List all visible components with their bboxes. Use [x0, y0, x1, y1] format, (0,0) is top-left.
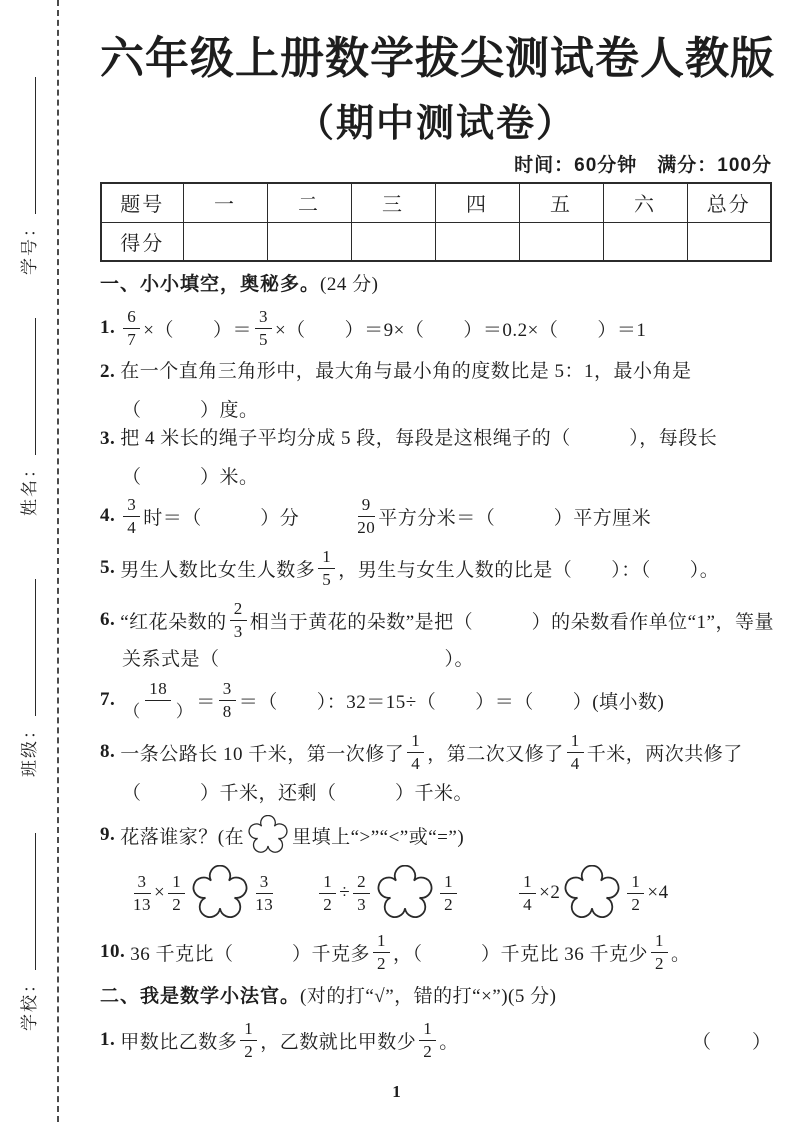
fraction-denominator: 7	[127, 329, 137, 349]
expression-group	[316, 864, 460, 922]
section-1-points: (24 分)	[320, 274, 379, 295]
text-run: 甲数比乙数多	[120, 1031, 238, 1053]
fraction-numerator: 3	[255, 307, 272, 329]
score-table-cell: 一	[183, 183, 267, 222]
flower-shape	[192, 865, 248, 921]
text-run: 。	[439, 1031, 459, 1053]
text-run: 平方分米＝（ ）平方厘米	[378, 507, 652, 529]
name-label: 姓名：	[20, 459, 39, 516]
text-run: 在一个直角三角形中，最大角与最小角的度数比是 5：1，最小角是	[120, 361, 692, 382]
text-run: 里填上“>”“<”或“=”)	[292, 826, 465, 848]
fraction-numerator: 1	[407, 731, 424, 753]
fraction-numerator: 3	[219, 679, 236, 701]
question-9	[100, 812, 772, 922]
flower-shape	[248, 815, 288, 855]
text-run: （ ）度。	[122, 400, 259, 421]
text-run: ＝（ ）：32＝15÷（ ）＝（ ）(填小数)	[238, 691, 665, 713]
fraction-denominator: 5	[258, 329, 268, 349]
section-2-title: 二、我是数学小法官。	[100, 986, 301, 1007]
text-run: ，男生与女生人数的比是（ ）：（ ）。	[338, 559, 720, 581]
score-cell-empty	[687, 222, 771, 261]
fraction-denominator: 3	[357, 894, 367, 914]
question-number: 5.	[100, 557, 116, 578]
fraction-numerator: 1	[419, 1019, 436, 1041]
page-number: 1	[392, 1082, 401, 1101]
answer-blank: （ ）	[691, 1031, 772, 1053]
fraction	[123, 495, 140, 537]
name-blank-line	[35, 318, 36, 455]
fraction-numerator: 9	[358, 495, 375, 517]
text-run: ×（ ）＝	[143, 319, 252, 341]
text-run: ，（ ）千克比 36 千克少	[393, 943, 649, 965]
fraction-numerator: 2	[230, 599, 247, 621]
expression-group	[516, 864, 668, 922]
fraction-denominator: 13	[255, 894, 274, 914]
fraction-denominator: 2	[172, 894, 182, 914]
fraction-numerator: 1	[567, 731, 584, 753]
score-cell-empty	[519, 222, 603, 261]
section-2-points: (对的打“√”，错的打“×”)(5 分)	[300, 986, 557, 1007]
fraction	[357, 495, 375, 537]
question-number: 1.	[100, 1029, 116, 1050]
question-number: 8.	[100, 741, 116, 762]
score-table-header-row	[101, 183, 771, 222]
text-run: ÷	[339, 882, 351, 903]
fraction-numerator: 6	[123, 307, 140, 329]
expression-group	[130, 864, 276, 922]
fraction-denominator: 2	[655, 953, 665, 973]
text-run: ×（ ）＝9×（ ）＝0.2×（ ）＝1	[274, 319, 647, 341]
fraction	[519, 872, 536, 914]
fraction-denominator: 13	[133, 894, 151, 914]
score-cell-empty	[267, 222, 351, 261]
text-run: ＝	[196, 691, 216, 713]
score-table-cell: 四	[435, 183, 519, 222]
fraction-denominator: 4	[523, 894, 533, 914]
fraction-denominator: 2	[631, 894, 641, 914]
fraction	[255, 307, 272, 349]
paper-content	[100, 0, 775, 1062]
text-run: “红花朵数的	[120, 611, 227, 633]
fraction	[219, 679, 236, 721]
fraction	[440, 872, 457, 914]
fraction-numerator: 2	[353, 872, 370, 894]
fraction-denominator: 2	[377, 953, 387, 973]
text-run: 时＝（ ）分	[143, 507, 300, 529]
score-table-cell: 题号	[101, 183, 183, 222]
question-number: 7.	[100, 689, 116, 710]
text-run: （ ）千米，还剩（ ）千米。	[122, 783, 474, 804]
question-10	[100, 930, 772, 974]
seal-dashed-line	[57, 0, 59, 1122]
fraction-numerator: 1	[519, 872, 536, 894]
fraction-numerator: 3	[123, 495, 140, 517]
score-table-score-row	[101, 222, 771, 261]
text-run: 相当于黄花的朵数”是把（ ）的朵数看作单位“1”，等量	[249, 611, 774, 633]
text-run: ×	[154, 882, 166, 903]
question-number: 9.	[100, 824, 116, 845]
question-8	[100, 730, 772, 806]
fraction	[419, 1019, 436, 1061]
section-2-heading	[100, 984, 772, 1010]
fraction-denominator: （ ）	[123, 701, 194, 721]
fraction-denominator: 2	[444, 894, 454, 914]
text-run: 。	[671, 943, 691, 965]
score-cell-empty	[435, 222, 519, 261]
question-6	[100, 598, 772, 672]
score-table	[100, 182, 772, 262]
text-run: ）。	[444, 649, 475, 670]
score-table-cell: 五	[519, 183, 603, 222]
fraction-denominator: 4	[570, 753, 580, 773]
paper-title: 六年级上册数学拔尖测试卷人教版	[100, 34, 775, 83]
fraction	[567, 731, 584, 773]
section-1-title: 一、小小填空，奥秘多。	[100, 274, 321, 295]
question-5	[100, 546, 772, 590]
score-cell-empty	[351, 222, 435, 261]
fraction	[627, 872, 644, 914]
fraction	[168, 872, 185, 914]
fraction-numerator: 1	[373, 931, 390, 953]
score-table-cell: 总分	[687, 183, 771, 222]
fraction	[255, 872, 273, 914]
text-run: 把 4 米长的绳子平均分成 5 段，每段是这根绳子的（ ），每段长	[120, 428, 718, 449]
text-run: 36 千克比（ ）千克多	[130, 943, 371, 965]
fraction-denominator: 2	[323, 894, 333, 914]
fraction-numerator: 3	[256, 872, 273, 894]
fraction	[373, 931, 390, 973]
school-blank-line	[35, 833, 36, 970]
fraction	[407, 731, 424, 773]
question-9-expressions	[100, 864, 772, 922]
fraction	[353, 872, 370, 914]
question-number: 10.	[100, 941, 126, 962]
question-number: 4.	[100, 505, 116, 526]
student-number-blank-line	[35, 77, 36, 214]
paper-subtitle: （期中测试卷）	[295, 103, 576, 145]
fraction-numerator: 1	[627, 872, 644, 894]
student-number-label: 学号：	[20, 218, 39, 275]
question-number: 6.	[100, 609, 116, 630]
text-run: （ ）米。	[122, 467, 259, 488]
fraction-denominator: 2	[423, 1041, 433, 1061]
text-run: ，乙数就比甲数少	[260, 1031, 417, 1053]
question-number: 2.	[100, 361, 116, 382]
text-run: 关系式是（	[122, 649, 220, 670]
score-table-cell: 六	[603, 183, 687, 222]
judge-question-1	[100, 1018, 772, 1062]
fraction-numerator: 1	[440, 872, 457, 894]
sidebar-field-class	[16, 577, 40, 777]
sidebar-field-school	[16, 831, 40, 1031]
question-number: 1.	[100, 317, 116, 338]
fraction	[319, 872, 336, 914]
text-run: 千米，两次共修了	[586, 743, 743, 765]
fraction	[230, 599, 247, 641]
school-label: 学校：	[20, 974, 39, 1031]
fraction-denominator: 2	[244, 1041, 254, 1061]
fraction-denominator: 20	[357, 517, 376, 537]
text-run: ×4	[647, 882, 669, 903]
question-2	[100, 360, 772, 423]
flower-shape	[377, 865, 433, 921]
fraction-denominator: 5	[322, 569, 332, 589]
text-run: ，第二次又修了	[427, 743, 564, 765]
sidebar-field-name	[16, 316, 40, 516]
class-blank-line	[35, 579, 36, 716]
question-1	[100, 306, 772, 350]
sidebar-field-student-number	[16, 75, 40, 275]
score-row-label: 得分	[101, 222, 183, 261]
fraction	[123, 679, 193, 721]
fraction-denominator: 8	[222, 701, 232, 721]
fraction	[123, 307, 140, 349]
fraction	[240, 1019, 257, 1061]
section-1-heading	[100, 272, 772, 298]
text-run: ×2	[539, 882, 561, 903]
fraction-denominator: 4	[127, 517, 137, 537]
fraction-numerator: 1	[319, 872, 336, 894]
flower-shape	[564, 865, 620, 921]
score-table-cell: 二	[267, 183, 351, 222]
fraction-numerator: 18	[145, 679, 171, 701]
text-run: 男生人数比女生人数多	[120, 559, 316, 581]
question-4	[100, 494, 772, 538]
text-run: 一条公路长 10 千米，第一次修了	[120, 743, 405, 765]
fraction	[651, 931, 668, 973]
fraction-numerator: 1	[651, 931, 668, 953]
fraction-numerator: 1	[240, 1019, 257, 1041]
score-table-cell: 三	[351, 183, 435, 222]
score-cell-empty	[183, 222, 267, 261]
fraction-numerator: 1	[168, 872, 185, 894]
class-label: 班级：	[20, 720, 39, 777]
fraction-denominator: 4	[411, 753, 421, 773]
question-3	[100, 427, 772, 490]
fraction-numerator: 3	[134, 872, 151, 894]
fraction	[318, 547, 335, 589]
question-7	[100, 678, 772, 722]
question-9-prompt	[100, 812, 772, 858]
fraction	[133, 872, 151, 914]
time-score-info: 时间：60分钟 满分：100分	[514, 155, 772, 176]
question-number: 3.	[100, 428, 116, 449]
fraction-denominator: 3	[233, 621, 243, 641]
score-cell-empty	[603, 222, 687, 261]
fraction-numerator: 1	[318, 547, 335, 569]
text-run: 花落谁家？(在	[120, 826, 245, 848]
